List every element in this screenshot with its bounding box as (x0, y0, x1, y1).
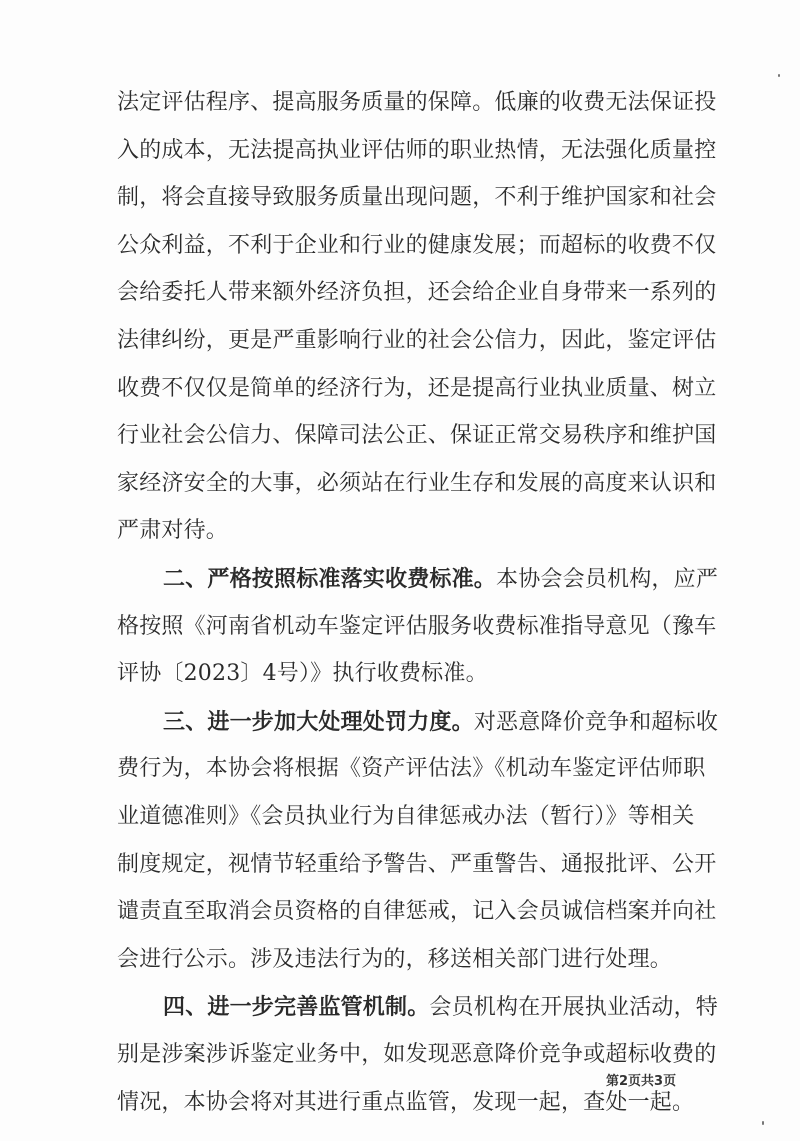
paragraph-line: 入的成本，无法提高执业评估师的职业热情，无法强化质量控 (117, 137, 717, 163)
paragraph-line: 会进行公示。涉及违法行为的，移送相关部门进行处理。 (117, 946, 673, 972)
paragraph-line: 法定评估程序、提高服务质量的保障。低廉的收费无法保证投 (117, 90, 717, 115)
paragraph-line: 公众利益，不利于企业和行业的健康发展；而超标的收费不仅 (117, 232, 717, 258)
paragraph-line: 严肃对待。 (117, 518, 229, 544)
paragraph-line: 法律纠纷，更是严重影响行业的社会公信力，因此，鉴定评估 (117, 328, 717, 353)
section-2-heading: 二、严格按照标准落实收费标准。 (163, 566, 497, 592)
paragraph-line: 谴责直至取消会员资格的自律惩戒，记入会员诚信档案并向社 (117, 899, 717, 925)
paragraph-line: 收费不仅仅是简单的经济行为，还是提高行业执业质量、树立 (117, 375, 717, 401)
paragraph-line: 家经济安全的大事，必须站在行业生存和发展的高度来认识和 (117, 470, 717, 496)
paragraph-line: 会给委托人带来额外经济负担，还会给企业自身带来一系列的 (117, 280, 717, 306)
section-4-text: 会员机构在开展执业活动，特 (429, 995, 719, 1021)
paragraph-line: 费行为，本协会将根据《资产评估法》《机动车鉴定评估师职 (117, 756, 706, 782)
paragraph-line: 格按照《河南省机动车鉴定评估服务收费标准指导意见（豫车 (117, 613, 717, 639)
section-3-text: 对恶意降价竞争和超标收 (473, 709, 719, 735)
paragraph-line: 制，将会直接导致服务质量出现问题，不利于维护国家和社会 (117, 185, 717, 211)
section-3-first-line (163, 702, 719, 742)
section-2-first-line (163, 559, 719, 599)
section-4-heading: 四、进一步完善监管机制。 (163, 994, 430, 1021)
section-2-text: 本协会会员机构，应严 (496, 567, 719, 592)
scan-speck (762, 1121, 764, 1125)
paragraph-line: 业道德准则》《会员执业行为自律惩戒办法（暂行）》等相关 (117, 804, 695, 829)
section-3-heading: 三、进一步加大处理处罚力度。 (163, 708, 474, 735)
paragraph-line: 评协〔2023〕4号）》执行收费标准。 (117, 661, 488, 687)
scan-speck (778, 74, 780, 77)
paragraph-line: 制度规定，视情节轻重给予警告、严重警告、通报批评、公开 (117, 851, 717, 877)
paragraph-line: 别是涉案涉诉鉴定业务中，如发现恶意降价竞争或超标收费的 (117, 1042, 717, 1067)
page-number: 第2页共3页 (606, 1074, 677, 1089)
paragraph-line: 情况，本协会将对其进行重点监管，发现一起，查处一起。 (117, 1089, 695, 1115)
paragraph-line: 行业社会公信力、保障司法公正、保证正常交易秩序和维护国 (117, 423, 717, 449)
section-4-first-line (163, 987, 719, 1027)
